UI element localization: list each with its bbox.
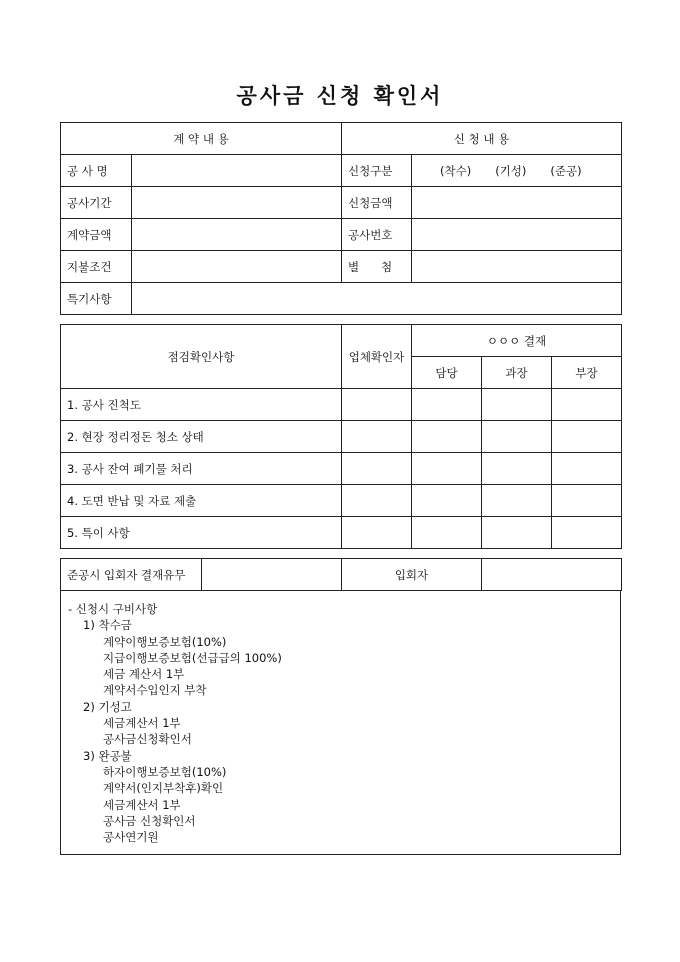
- sign-cell[interactable]: [412, 485, 482, 517]
- sign-cell[interactable]: [482, 517, 552, 549]
- request-type-label: 신청구분: [342, 155, 412, 187]
- inspection-item: 1. 공사 진척도: [61, 389, 342, 421]
- request-type-start[interactable]: (착수): [440, 163, 472, 178]
- sign-cell[interactable]: [412, 421, 482, 453]
- confirm-cell[interactable]: [342, 389, 412, 421]
- table-row: [61, 517, 622, 549]
- table-row: [61, 389, 622, 421]
- table-row: [61, 421, 622, 453]
- contract-header: 계 약 내 용: [61, 123, 342, 155]
- inspection-header: 점검확인사항: [61, 325, 342, 389]
- request-header: 신 청 내 용: [342, 123, 622, 155]
- approval-header: ㅇㅇㅇ 결재: [412, 325, 622, 357]
- sign-cell[interactable]: [412, 453, 482, 485]
- approver-director: 부장: [552, 357, 622, 389]
- project-period-field[interactable]: [132, 187, 342, 219]
- witness-label: 입회자: [342, 559, 482, 591]
- company-confirm-header: 업체확인자: [342, 325, 412, 389]
- section-title: 2) 기성고: [83, 699, 132, 714]
- special-notes-field[interactable]: [132, 283, 622, 315]
- inspection-item: 4. 도면 반납 및 자료 제출: [61, 485, 342, 517]
- inspection-item: 2. 현장 정리정돈 청소 상태: [61, 421, 342, 453]
- inspection-table: [60, 324, 622, 549]
- inspection-item: 5. 특이 사항: [61, 517, 342, 549]
- project-name-field[interactable]: [132, 155, 342, 187]
- list-item: 계약서(인지부착후)확인: [103, 781, 224, 796]
- table-row: [61, 485, 622, 517]
- payment-terms-label: 지불조건: [61, 251, 132, 283]
- sign-cell[interactable]: [412, 517, 482, 549]
- confirm-cell[interactable]: [342, 517, 412, 549]
- notes-heading: - 신청시 구비사항: [68, 602, 158, 616]
- list-item: 지급이행보증보험(선급급의 100%): [103, 650, 282, 665]
- request-type-progress[interactable]: (기성): [495, 163, 527, 178]
- list-item: 계약서수입인지 부착: [103, 683, 207, 698]
- list-item: 세금 계산서 1부: [103, 667, 185, 682]
- list-item: 공사금신청확인서: [103, 732, 192, 747]
- project-number-field[interactable]: [412, 219, 622, 251]
- request-amount-label: 신청금액: [342, 187, 412, 219]
- request-type-options: [412, 155, 622, 187]
- sign-cell[interactable]: [482, 421, 552, 453]
- witness-field[interactable]: [482, 559, 622, 591]
- attachment-label: 별 첨: [342, 251, 412, 283]
- sign-cell[interactable]: [552, 389, 622, 421]
- payment-terms-field[interactable]: [132, 251, 342, 283]
- sign-cell[interactable]: [552, 421, 622, 453]
- request-amount-field[interactable]: [412, 187, 622, 219]
- list-item: 공사연기원: [103, 830, 159, 845]
- confirm-cell[interactable]: [342, 485, 412, 517]
- sign-cell[interactable]: [482, 453, 552, 485]
- confirm-cell[interactable]: [342, 421, 412, 453]
- confirm-cell[interactable]: [342, 453, 412, 485]
- sign-cell[interactable]: [482, 485, 552, 517]
- special-notes-label: 특기사항: [61, 283, 132, 315]
- list-item: 세금계산서 1부: [103, 797, 181, 812]
- sign-cell[interactable]: [552, 517, 622, 549]
- inspection-item: 3. 공사 잔여 폐기물 처리: [61, 453, 342, 485]
- list-item: 계약이행보증보험(10%): [103, 634, 227, 649]
- contract-amount-label: 계약금액: [61, 219, 132, 251]
- list-item: 공사금 신청확인서: [103, 813, 196, 828]
- project-number-label: 공사번호: [342, 219, 412, 251]
- sign-cell[interactable]: [552, 485, 622, 517]
- project-period-label: 공사기간: [61, 187, 132, 219]
- requirements-notes: [60, 590, 621, 855]
- witness-approval-field[interactable]: [202, 559, 342, 591]
- sign-cell[interactable]: [482, 389, 552, 421]
- attachment-field[interactable]: [412, 251, 622, 283]
- witness-approval-label: 준공시 입회자 결재유무: [61, 559, 202, 591]
- approver-staff: 담당: [412, 357, 482, 389]
- contract-amount-field[interactable]: [132, 219, 342, 251]
- list-item: 하자이행보증보험(10%): [103, 764, 227, 779]
- section-title: 1) 착수금: [83, 618, 132, 633]
- sign-cell[interactable]: [412, 389, 482, 421]
- contract-table: [60, 122, 622, 315]
- approver-manager: 과장: [482, 357, 552, 389]
- project-name-label: 공 사 명: [61, 155, 132, 187]
- list-item: 세금계산서 1부: [103, 716, 181, 731]
- document-title: 공사금 신청 확인서: [236, 83, 444, 108]
- request-type-completion[interactable]: (준공): [550, 163, 582, 178]
- sign-cell[interactable]: [552, 453, 622, 485]
- table-row: [61, 453, 622, 485]
- witness-table: [60, 558, 622, 591]
- section-title: 3) 완공불: [83, 748, 132, 763]
